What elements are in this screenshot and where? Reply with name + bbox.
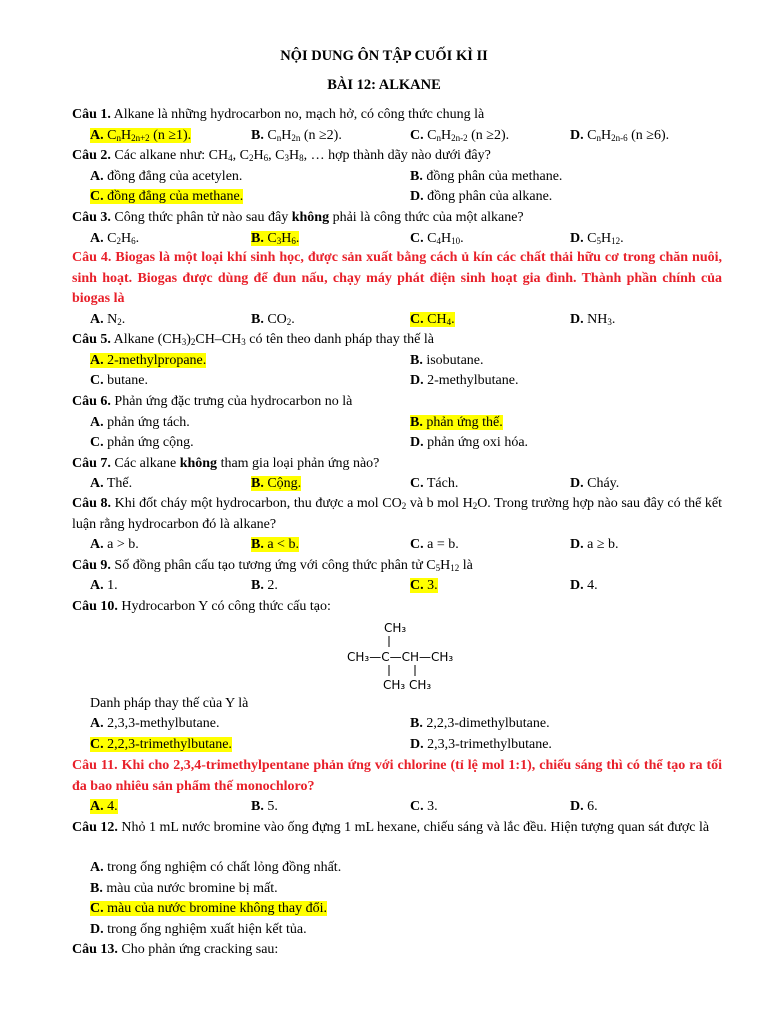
question-4: Câu 4. Biogas là một loại khí sinh học, được sản xuất bằng cách ủ kín các chất thải hữu cơ trong chăn nuôi, sinh hoạt. Biogas được dùng để đun nấu, chạy máy phát điện sinh hoạt gia đình. Thành phần chính của biogas là <box>72 250 723 306</box>
q11-option-d: D. 6. <box>570 799 598 814</box>
question-2: Câu 2. Các alkane như: $CH_4$, $C_2H_6$, $C_3H_8$, … hợp thành dãy nào dưới đây? <box>72 148 491 163</box>
q8-option-b: B. a < b. <box>251 537 299 552</box>
formula-bottom-methyls: CH₃ CH₃ <box>383 678 432 692</box>
q2-option-d: D. đồng phân của alkane. <box>410 189 553 204</box>
question-6: Câu 6. Phản ứng đặc trưng của hydrocarbon no là <box>72 394 353 409</box>
q6-option-a: A. phản ứng tách. <box>90 415 190 430</box>
q8-option-d: D. a ≥ b. <box>570 537 619 552</box>
q10-option-b: B. 2,2,3-dimethylbutane. <box>410 716 550 731</box>
question-11: Câu 11. Khi cho 2,3,4-trimethylpentane phản ứng với chlorine (tỉ lệ mol 1:1), chiếu sáng thì có thể tạo ra tối đa bao nhiêu sản phẩm thế monochloro? <box>72 758 723 794</box>
structural-formula <box>345 619 475 695</box>
q9-option-b: B. 2. <box>251 578 278 593</box>
q5-option-c: C. butane. <box>90 373 148 388</box>
q10-option-d: D. 2,3,3-trimethylbutane. <box>410 737 552 752</box>
q1-option-d: D. $C_nH_{2n-6}$ (n ≥6). <box>570 128 670 143</box>
q4-option-b: B. $CO_2$. <box>251 312 295 327</box>
q11-option-b: B. 5. <box>251 799 278 814</box>
q6-option-c: C. phản ứng cộng. <box>90 435 194 450</box>
q11-option-c: C. 3. <box>410 799 438 814</box>
q3-option-d: D. $C_5H_{12}$. <box>570 231 624 246</box>
q4-option-d: D. $NH_3$. <box>570 312 616 327</box>
q9-option-a: A. 1. <box>90 578 118 593</box>
lesson-title: BÀI 12: ALKANE <box>327 77 441 93</box>
question-7: Câu 7. Các alkane không tham gia loại phản ứng nào? <box>72 456 380 471</box>
question-10: Câu 10. Hydrocarbon Y có công thức cấu tạo: <box>72 599 331 614</box>
q2-option-a: A. đồng đẳng của acetylen. <box>90 169 243 184</box>
question-8: Câu 8. Khi đốt cháy một hydrocarbon, thu được a mol $CO_2$ và b mol $H_2O$. Trong trường hợp nào sau đây có thể kết luận rằng hydrocarbon đó là alkane? <box>72 496 722 532</box>
q12-option-c: C. màu của nước bromine không thay đổi. <box>90 901 328 916</box>
q1-option-c: C. $C_nH_{2n-2}$ (n ≥2). <box>410 128 510 143</box>
q3-option-b: B. $C_3H_6$. <box>251 231 300 246</box>
q5-option-b: B. isobutane. <box>410 353 484 368</box>
q7-option-b: B. Cộng. <box>251 476 302 491</box>
q6-option-d: D. phản ứng oxi hóa. <box>410 435 529 450</box>
q12-option-a: A. trong ống nghiệm có chất lỏng đồng nhất. <box>90 860 342 875</box>
q11-option-a: A. 4. <box>90 799 118 814</box>
q8-option-c: C. a = b. <box>410 537 459 552</box>
q4-option-c: C. $CH_4$. <box>410 312 455 327</box>
q9-option-c: C. 3. <box>410 578 438 593</box>
q10-option-c: C. 2,2,3-trimethylbutane. <box>90 737 232 752</box>
q10-option-a: A. 2,3,3-methylbutane. <box>90 716 220 731</box>
q12-option-b: B. màu của nước bromine bị mất. <box>90 881 278 896</box>
formula-main-chain: CH₃—C—CH—CH₃ <box>347 650 454 664</box>
question-13: Câu 13. Cho phản ứng cracking sau: <box>72 942 279 957</box>
q12-option-d: D. trong ống nghiệm xuất hiện kết tủa. <box>90 922 307 937</box>
q9-option-d: D. 4. <box>570 578 598 593</box>
q3-option-c: C. $C_4H_{10}$. <box>410 231 464 246</box>
q7-option-a: A. Thế. <box>90 476 133 491</box>
q5-option-d: D. 2-methylbutane. <box>410 373 519 388</box>
question-10-substem: Danh pháp thay thế của Y là <box>90 696 249 711</box>
question-3: Câu 3. Công thức phân tử nào sau đây không phải là công thức của một alkane? <box>72 210 524 225</box>
formula-top-methyl: CH₃ <box>384 621 407 635</box>
q7-option-d: D. Cháy. <box>570 476 620 491</box>
q8-option-a: A. a > b. <box>90 537 139 552</box>
q5-option-a: A. 2-methylpropane. <box>90 353 207 368</box>
q3-option-a: A. $C_2H_6$. <box>90 231 140 246</box>
q2-option-c: C. đồng đẳng của methane. <box>90 189 244 204</box>
q1-option-b: B. $C_nH_{2n}$ (n ≥2). <box>251 128 342 143</box>
q2-option-b: B. đồng phân của methane. <box>410 169 563 184</box>
question-1: Câu 1. Alkane là những hydrocarbon no, mạch hở, có công thức chung là <box>72 107 485 122</box>
q6-option-b: B. phản ứng thế. <box>410 415 503 430</box>
question-9: Câu 9. Số đồng phân cấu tạo tương ứng với công thức phân tử $C_5H_{12}$ là <box>72 558 473 573</box>
document-title: NỘI DUNG ÔN TẬP CUỐI KÌ II <box>280 48 488 64</box>
question-12: Câu 12. Nhỏ 1 mL nước bromine vào ống đựng 1 mL hexane, chiếu sáng và lắc đều. Hiện tượng quan sát được là <box>72 820 710 835</box>
q1-option-a: A. $C_nH_{2n+2}$ (n ≥1). <box>90 128 192 143</box>
q4-option-a: A. $N_2$. <box>90 312 126 327</box>
q7-option-c: C. Tách. <box>410 476 459 491</box>
question-5: Câu 5. Alkane $(CH_3)_2CH-CH_3$ có tên theo danh pháp thay thế là <box>72 332 434 347</box>
